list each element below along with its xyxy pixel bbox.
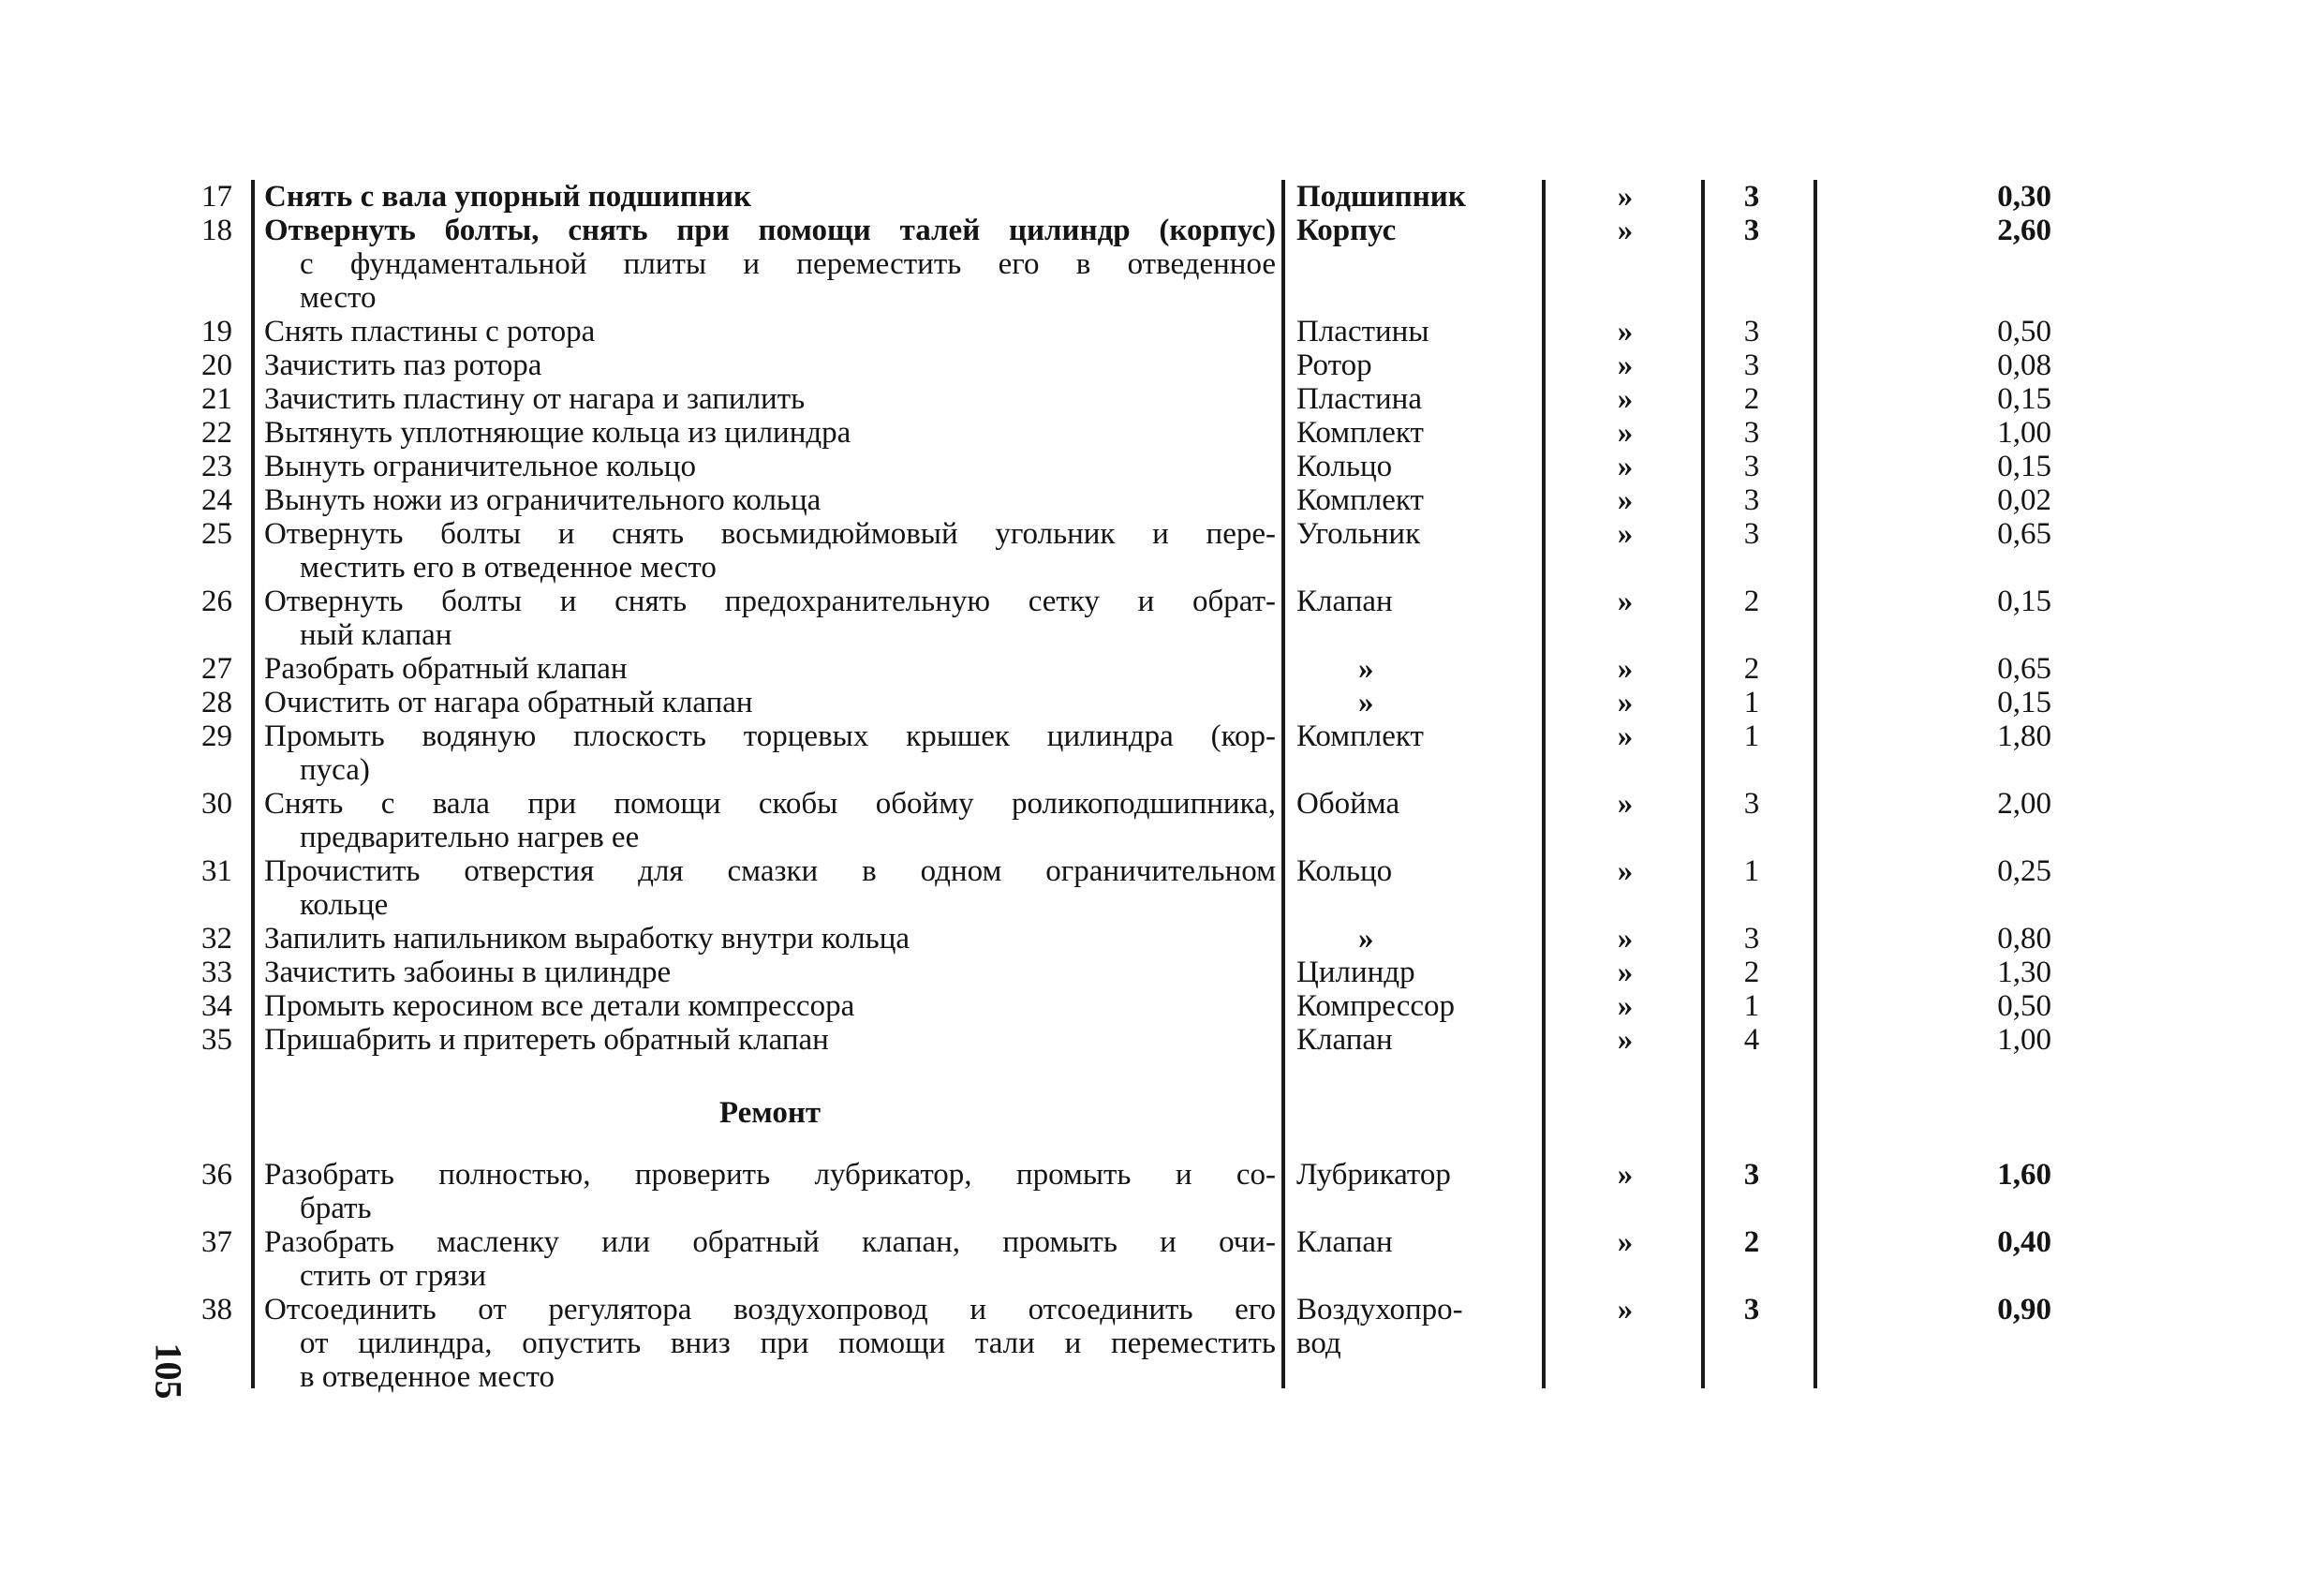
object-name: Компрессор — [1296, 989, 1456, 1023]
operation-description — [264, 1158, 1276, 1225]
unit-ditto: » — [1617, 1158, 1634, 1192]
time-norm: 0,30 — [1997, 180, 2051, 214]
time-norm: 0,15 — [1997, 686, 2051, 719]
worker-rank: 3 — [1743, 517, 1760, 551]
time-norm: 0,80 — [1997, 922, 2051, 956]
worker-rank: 3 — [1743, 214, 1760, 247]
description-line: в отведенное место — [300, 1360, 555, 1394]
object-name: » — [1358, 922, 1374, 956]
row-number: 22 — [201, 416, 232, 450]
object-name: Пластины — [1296, 315, 1429, 348]
time-norm: 1,00 — [1997, 1023, 2051, 1057]
object-name: Пластина — [1296, 382, 1422, 416]
operation-description — [264, 348, 1276, 382]
description-line: Отвернуть болты и снять восьмидюймовый угольник и пере- — [264, 517, 1276, 551]
row-number: 34 — [201, 989, 232, 1023]
unit-ditto: » — [1617, 483, 1634, 517]
worker-rank: 3 — [1743, 787, 1760, 821]
time-norm: 0,15 — [1997, 585, 2051, 618]
unit-ditto: » — [1617, 787, 1634, 821]
worker-rank: 1 — [1743, 989, 1760, 1023]
operation-description — [264, 483, 1276, 517]
worker-rank: 3 — [1743, 348, 1760, 382]
unit-ditto: » — [1617, 956, 1634, 989]
unit-ditto: » — [1617, 922, 1634, 956]
operation-description — [264, 854, 1276, 922]
worker-rank: 3 — [1743, 180, 1760, 214]
description-line: Прочистить отверстия для смазки в одном ограничительном — [264, 854, 1276, 888]
time-norm: 0,90 — [1997, 1293, 2051, 1326]
object-name: Воздухопро- вод — [1296, 1293, 1463, 1360]
operation-description — [264, 1023, 1276, 1057]
object-name: Цилиндр — [1296, 956, 1415, 989]
object-name: Клапан — [1296, 1225, 1393, 1259]
object-name: Комплект — [1296, 719, 1424, 753]
operation-description — [264, 315, 1276, 348]
object-name: Лубрикатор — [1296, 1158, 1451, 1192]
description-line: Разобрать полностью, проверить лубрикатор, промыть и со- — [264, 1158, 1276, 1192]
worker-rank: 3 — [1743, 416, 1760, 450]
worker-rank: 1 — [1743, 719, 1760, 753]
operation-description — [264, 517, 1276, 585]
object-name: Комплект — [1296, 483, 1424, 517]
unit-ditto: » — [1617, 854, 1634, 888]
description-line: пуса) — [300, 753, 370, 787]
worker-rank: 3 — [1743, 1158, 1760, 1192]
page-number: 105 — [147, 1342, 190, 1400]
description-line: Разобрать масленку или обратный клапан, промыть и очи- — [264, 1225, 1276, 1259]
row-number: 38 — [201, 1293, 232, 1326]
description-line: Отвернуть болты, снять при помощи талей цилиндр (корпус) — [264, 214, 1276, 247]
worker-rank: 3 — [1743, 450, 1760, 483]
description-line: Зачистить паз ротора — [264, 348, 542, 382]
description-line: местить его в отведенное место — [300, 551, 717, 585]
row-number: 27 — [201, 652, 232, 686]
worker-rank: 4 — [1743, 1023, 1760, 1057]
operation-description — [264, 382, 1276, 416]
object-name: Подшипник — [1296, 180, 1466, 214]
operation-description — [264, 652, 1276, 686]
description-line: Вынуть ножи из ограничительного кольца — [264, 483, 822, 517]
operation-description — [264, 180, 1276, 214]
operation-description — [264, 719, 1276, 787]
description-line: предварительно нагрев ее — [300, 821, 640, 854]
description-line: Отвернуть болты и снять предохранительную сетку и обрат- — [264, 585, 1276, 618]
description-line: Зачистить забоины в цилиндре — [264, 956, 672, 989]
time-norm: 0,02 — [1997, 483, 2051, 517]
description-line: Снять пластины с ротора — [264, 315, 596, 348]
description-line: Очистить от нагара обратный клапан — [264, 686, 753, 719]
object-name: » — [1358, 686, 1374, 719]
description-line: Вытянуть уплотняющие кольца из цилиндра — [264, 416, 851, 450]
object-name: » — [1358, 652, 1374, 686]
unit-ditto: » — [1617, 382, 1634, 416]
operation-description — [264, 214, 1276, 315]
unit-ditto: » — [1617, 348, 1634, 382]
time-norm: 0,40 — [1997, 1225, 2051, 1259]
description-line: Промыть водяную плоскость торцевых крышек цилиндра (кор- — [264, 719, 1276, 753]
worker-rank: 2 — [1743, 382, 1760, 416]
time-norm: 2,00 — [1997, 787, 2051, 821]
description-line: стить от грязи — [300, 1259, 487, 1293]
object-name: Угольник — [1296, 517, 1421, 551]
unit-ditto: » — [1617, 450, 1634, 483]
unit-ditto: » — [1617, 585, 1634, 618]
operation-description — [264, 686, 1276, 719]
rule-object-unit — [1542, 180, 1546, 1388]
description-line: с фундаментальной плиты и переместить его в отведенное — [300, 247, 1276, 281]
object-name: Клапан — [1296, 585, 1393, 618]
unit-ditto: » — [1617, 989, 1634, 1023]
worker-rank: 3 — [1743, 1293, 1760, 1326]
time-norm: 1,80 — [1997, 719, 2051, 753]
operation-description — [264, 787, 1276, 854]
operation-description — [264, 922, 1276, 956]
rule-left — [251, 180, 255, 1388]
row-number: 19 — [201, 315, 232, 348]
row-number: 31 — [201, 854, 232, 888]
rule-desc-object — [1281, 180, 1285, 1388]
row-number: 37 — [201, 1225, 232, 1259]
rule-rank-time — [1813, 180, 1817, 1388]
row-number: 18 — [201, 214, 232, 247]
row-number: 24 — [201, 483, 232, 517]
object-name: Кольцо — [1296, 854, 1393, 888]
row-number: 29 — [201, 719, 232, 753]
object-name: Комплект — [1296, 416, 1424, 450]
description-line: место — [300, 281, 377, 315]
worker-rank: 2 — [1743, 1225, 1760, 1259]
worker-rank: 3 — [1743, 922, 1760, 956]
worker-rank: 3 — [1743, 315, 1760, 348]
row-number: 35 — [201, 1023, 232, 1057]
worker-rank: 2 — [1743, 652, 1760, 686]
row-number: 17 — [201, 180, 232, 214]
description-line: Снять с вала при помощи скобы обойму роликоподшипника, — [264, 787, 1276, 821]
unit-ditto: » — [1617, 686, 1634, 719]
description-line: ный клапан — [300, 618, 452, 652]
unit-ditto: » — [1617, 1023, 1634, 1057]
unit-ditto: » — [1617, 416, 1634, 450]
operation-description — [264, 1293, 1276, 1394]
rule-unit-rank — [1701, 180, 1705, 1388]
description-line: Снять с вала упорный подшипник — [264, 180, 751, 214]
object-name: Корпус — [1296, 214, 1397, 247]
object-name: Кольцо — [1296, 450, 1393, 483]
description-line: Разобрать обратный клапан — [264, 652, 628, 686]
description-line: Вынуть ограничительное кольцо — [264, 450, 696, 483]
operation-description — [264, 956, 1276, 989]
operation-description — [264, 585, 1276, 652]
worker-rank: 1 — [1743, 854, 1760, 888]
unit-ditto: » — [1617, 315, 1634, 348]
time-norm: 0,65 — [1997, 517, 2051, 551]
description-line: от цилиндра, опустить вниз при помощи тали и переместить — [300, 1326, 1276, 1360]
object-name: Ротор — [1296, 348, 1372, 382]
unit-ditto: » — [1617, 652, 1634, 686]
unit-ditto: » — [1617, 214, 1634, 247]
worker-rank: 1 — [1743, 686, 1760, 719]
time-norm: 1,60 — [1997, 1158, 2051, 1192]
unit-ditto: » — [1617, 180, 1634, 214]
row-number: 30 — [201, 787, 232, 821]
unit-ditto: » — [1617, 1225, 1634, 1259]
description-line: брать — [300, 1192, 372, 1225]
section-title: Ремонт — [718, 1096, 822, 1130]
time-norm: 0,50 — [1997, 315, 2051, 348]
operation-description — [264, 989, 1276, 1023]
row-number: 21 — [201, 382, 232, 416]
row-number: 28 — [201, 686, 232, 719]
row-number: 26 — [201, 585, 232, 618]
worker-rank: 3 — [1743, 483, 1760, 517]
time-norm: 2,60 — [1997, 214, 2051, 247]
unit-ditto: » — [1617, 517, 1634, 551]
unit-ditto: » — [1617, 719, 1634, 753]
object-name: Обойма — [1296, 787, 1400, 821]
time-norm: 0,50 — [1997, 989, 2051, 1023]
time-norm: 0,15 — [1997, 382, 2051, 416]
operation-description — [264, 450, 1276, 483]
row-number: 25 — [201, 517, 232, 551]
operation-description — [264, 1225, 1276, 1293]
time-norm: 0,15 — [1997, 450, 2051, 483]
description-line: Отсоединить от регулятора воздухопровод и отсоединить его — [264, 1293, 1276, 1326]
time-norm: 0,08 — [1997, 348, 2051, 382]
description-line: кольце — [300, 888, 389, 922]
row-number: 36 — [201, 1158, 232, 1192]
row-number: 33 — [201, 956, 232, 989]
operation-description — [264, 416, 1276, 450]
time-norm: 0,65 — [1997, 652, 2051, 686]
worker-rank: 2 — [1743, 956, 1760, 989]
row-number: 23 — [201, 450, 232, 483]
worker-rank: 2 — [1743, 585, 1760, 618]
description-line: Промыть керосином все детали компрессора — [264, 989, 855, 1023]
description-line: Пришабрить и притереть обратный клапан — [264, 1023, 829, 1057]
row-number: 32 — [201, 922, 232, 956]
time-norm: 1,00 — [1997, 416, 2051, 450]
time-norm: 1,30 — [1997, 956, 2051, 989]
description-line: Зачистить пластину от нагара и запилить — [264, 382, 806, 416]
time-norm: 0,25 — [1997, 854, 2051, 888]
description-line: Запилить напильником выработку внутри кольца — [264, 922, 910, 956]
row-number: 20 — [201, 348, 232, 382]
unit-ditto: » — [1617, 1293, 1634, 1326]
object-name: Клапан — [1296, 1023, 1393, 1057]
